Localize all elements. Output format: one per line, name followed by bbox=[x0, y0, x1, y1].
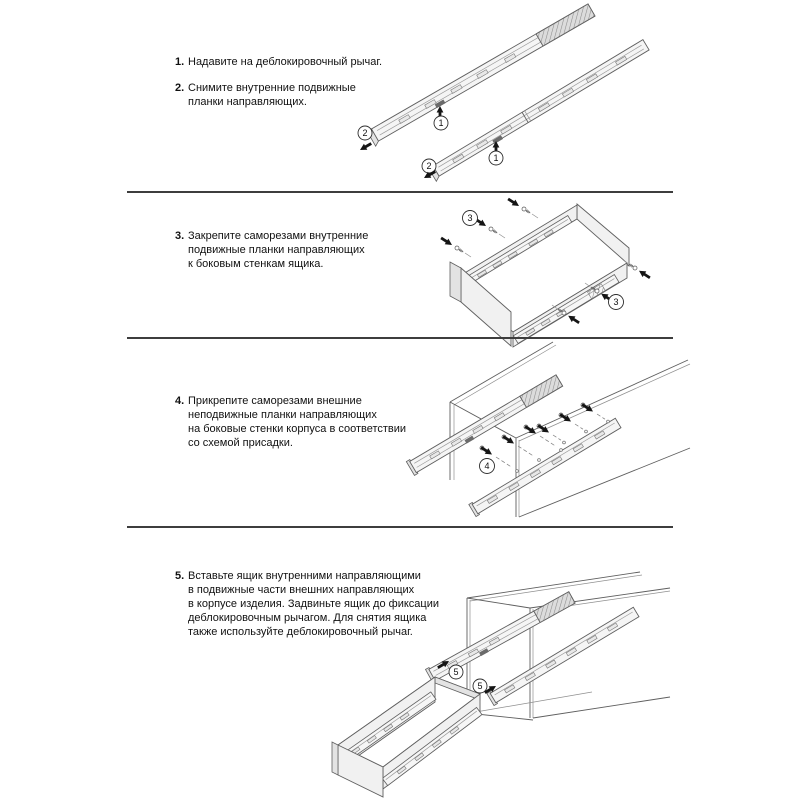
slide-rail-inner bbox=[429, 40, 651, 182]
screw-direction-arrow-icon bbox=[637, 268, 652, 281]
screw-direction-arrow-icon bbox=[506, 196, 521, 209]
step-2-number: 2. bbox=[175, 82, 185, 94]
svg-text:4: 4 bbox=[484, 461, 490, 471]
pilot-hole bbox=[538, 459, 541, 462]
step-5-number: 5. bbox=[175, 570, 185, 582]
svg-text:5: 5 bbox=[453, 667, 459, 677]
section-divider bbox=[127, 337, 673, 339]
section-divider bbox=[127, 191, 673, 193]
step-5-text: Вставьте ящик внутренними направляющими в подвижные части внешних направляющих в корпусе изделия. Задвиньте ящик до фиксации деблокировочным рычагом. Для снятия ящика также используйте деблокировочный рычаг. bbox=[188, 570, 439, 638]
pilot-hole bbox=[516, 470, 519, 473]
screw-direction-arrow-icon bbox=[566, 313, 581, 326]
step-2-text: Снимите внутренние подвижные планки направляющих. bbox=[188, 82, 356, 108]
svg-text:2: 2 bbox=[362, 128, 368, 138]
step-4-text: Прикрепите саморезами внешние неподвижные планки направляющих на боковые стенки корпуса в соответствии со схемой присадки. bbox=[188, 395, 407, 449]
svg-text:3: 3 bbox=[467, 213, 473, 223]
step-3-number: 3. bbox=[175, 230, 185, 242]
callout-1 bbox=[489, 151, 503, 165]
pilot-hole bbox=[607, 420, 610, 423]
callout-3 bbox=[463, 211, 478, 226]
slide-rail-outer bbox=[367, 4, 596, 146]
callout-5 bbox=[473, 679, 487, 693]
step-3-illustration bbox=[430, 196, 680, 336]
drawer-box bbox=[450, 204, 629, 347]
pull-direction-arrow-icon bbox=[358, 141, 373, 153]
svg-text:1: 1 bbox=[493, 153, 499, 163]
callout-3 bbox=[609, 295, 624, 310]
drawer-front-edge bbox=[450, 262, 461, 302]
callout-5 bbox=[449, 665, 463, 679]
pilot-hole bbox=[560, 449, 563, 452]
drawer-front-edge bbox=[332, 742, 338, 775]
step-1-text: Надавите на деблокировочный рычаг. bbox=[188, 56, 383, 68]
screw-icon bbox=[521, 206, 531, 215]
drawer-box bbox=[332, 677, 482, 797]
svg-text:1: 1 bbox=[438, 118, 444, 128]
step-4-number: 4. bbox=[175, 395, 185, 407]
pilot-hole bbox=[563, 441, 566, 444]
callout-4 bbox=[480, 459, 495, 474]
svg-text:2: 2 bbox=[426, 161, 432, 171]
screw-icon bbox=[454, 245, 464, 254]
screw-icon bbox=[488, 226, 498, 235]
section-divider bbox=[127, 526, 673, 528]
callout-1 bbox=[434, 116, 448, 130]
pilot-hole bbox=[585, 430, 588, 433]
step-4-illustration bbox=[400, 345, 690, 528]
screw-direction-arrow-icon bbox=[439, 235, 454, 248]
svg-text:3: 3 bbox=[613, 297, 619, 307]
step-1-2-illustration bbox=[330, 2, 680, 192]
step-2 bbox=[175, 81, 356, 109]
step-3 bbox=[175, 229, 368, 271]
step-1-number: 1. bbox=[175, 56, 185, 68]
step-5-illustration bbox=[330, 545, 680, 790]
callout-2 bbox=[358, 126, 372, 140]
step-3-text: Закрепите саморезами внутренние подвижные планки направляющих к боковым стенкам ящика. bbox=[188, 230, 369, 270]
svg-text:5: 5 bbox=[477, 681, 483, 691]
step-4 bbox=[175, 394, 406, 450]
